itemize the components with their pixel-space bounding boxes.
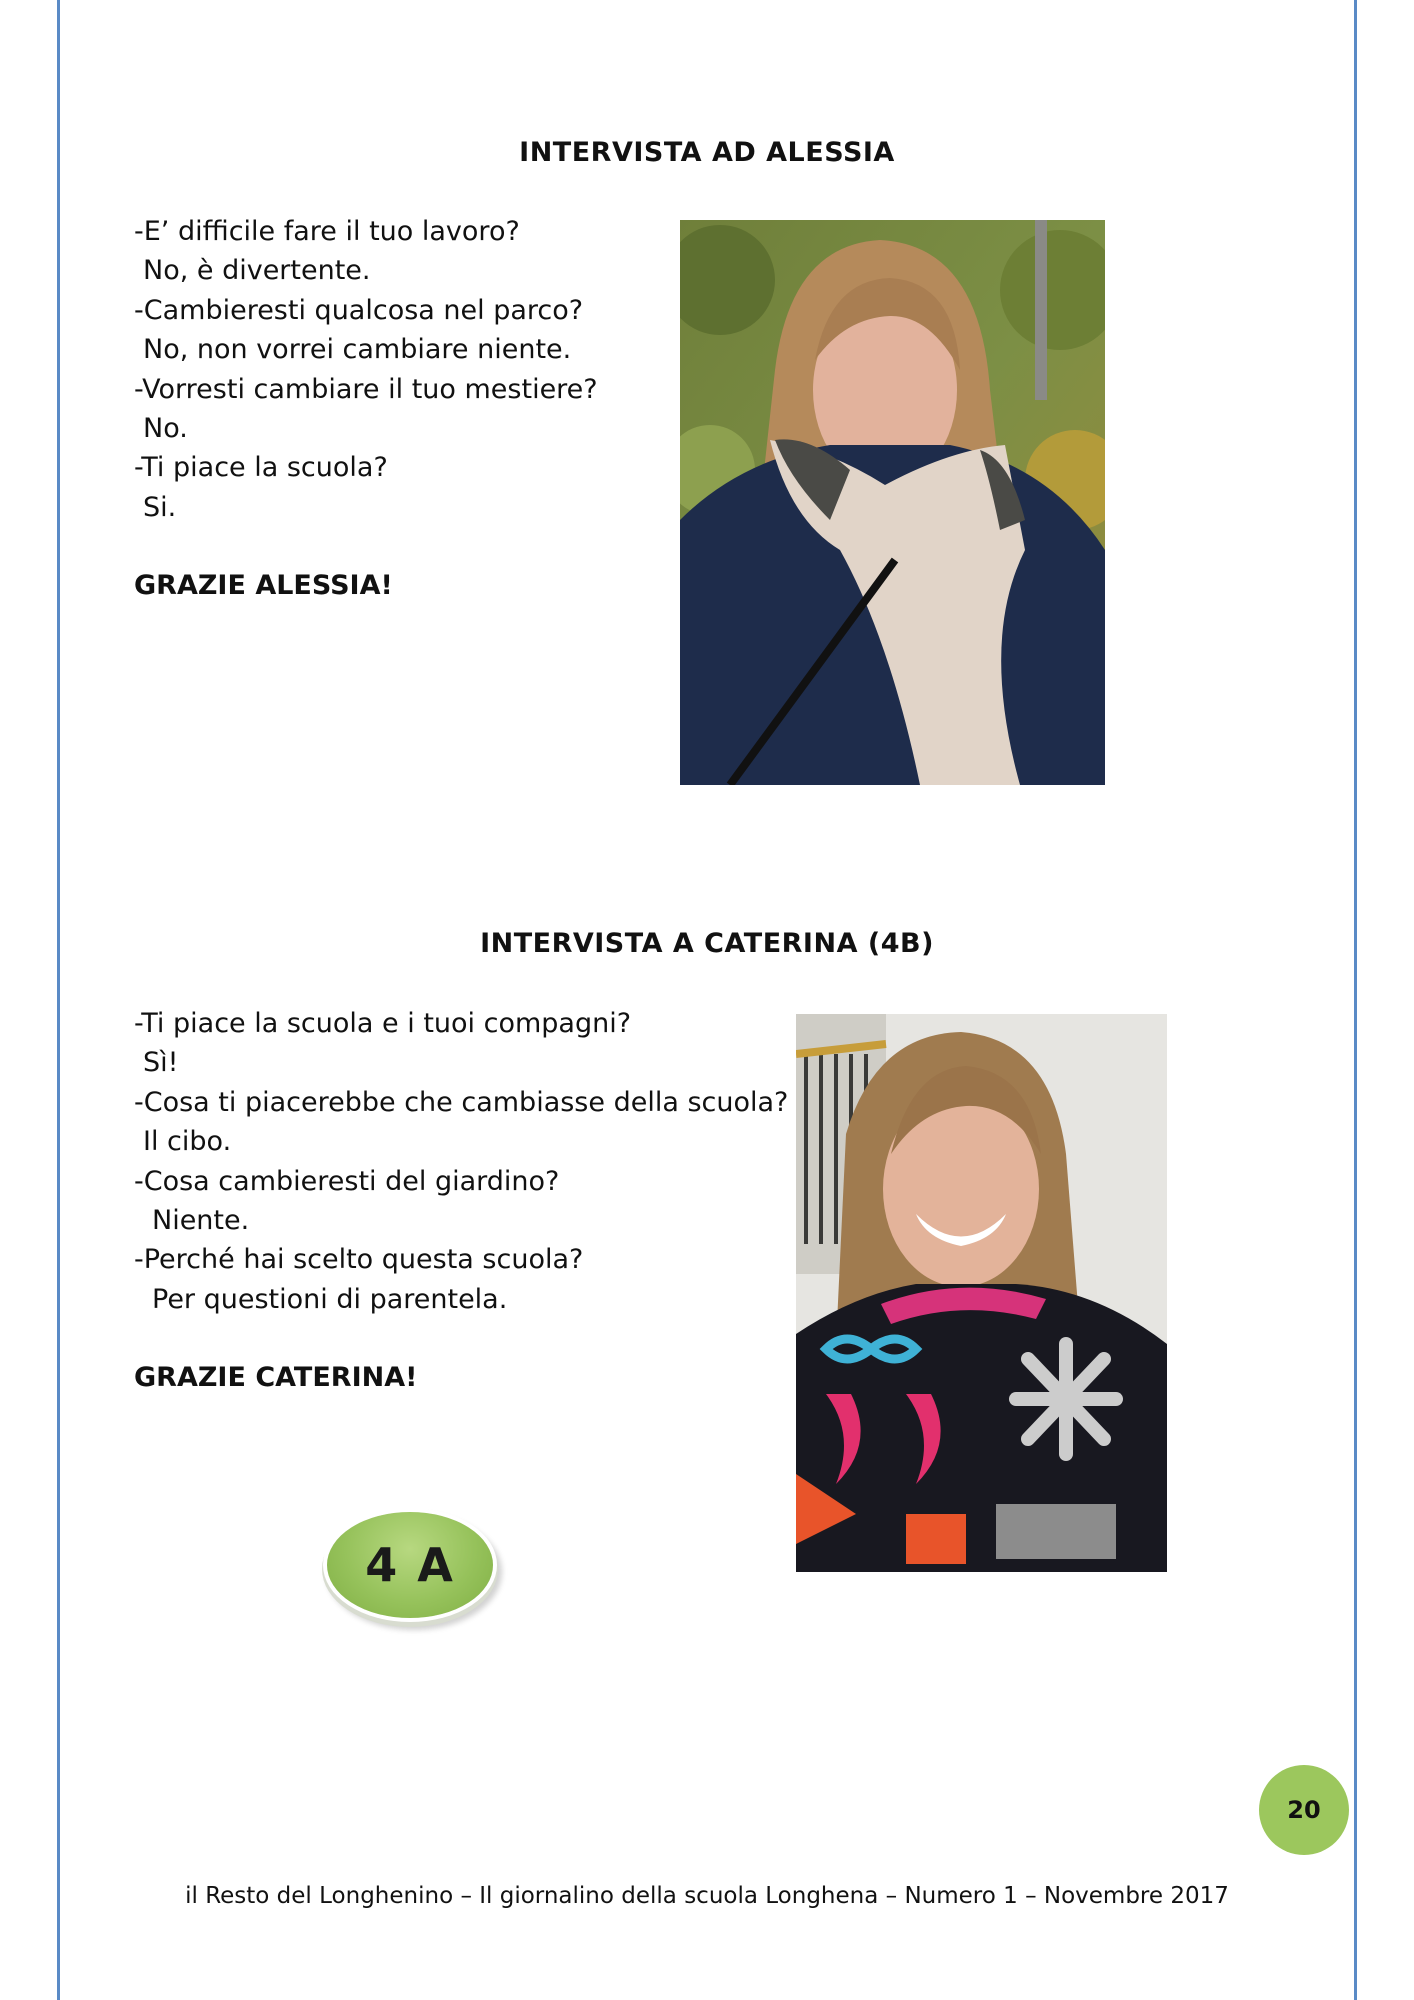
class-badge-label: 4 A: [365, 1538, 455, 1592]
caterina-photo: [796, 1014, 1167, 1572]
qa-line: -Ti piace la scuola?: [134, 452, 388, 484]
interview2-thanks: GRAZIE CATERINA!: [134, 1362, 418, 1394]
qa-line: -Cosa ti piacerebbe che cambiasse della scuola?: [134, 1086, 789, 1118]
interview2-title: INTERVISTA A CATERINA (4B): [480, 928, 934, 959]
page-number: 20: [1259, 1765, 1349, 1855]
qa-line: -Perché hai scelto questa scuola?: [134, 1244, 584, 1276]
interview1-title: INTERVISTA AD ALESSIA: [519, 137, 895, 168]
qa-line: No, non vorrei cambiare niente.: [143, 334, 572, 366]
interview1-qa: [134, 212, 598, 606]
qa-line: -Cambieresti qualcosa nel parco?: [134, 294, 584, 326]
qa-line: Si.: [143, 491, 177, 523]
qa-line: Sì!: [143, 1047, 179, 1079]
interview1-thanks: GRAZIE ALESSIA!: [134, 570, 393, 602]
qa-line: No, è divertente.: [143, 255, 371, 287]
qa-line: Niente.: [152, 1205, 250, 1237]
qa-line: -E’ difficile fare il tuo lavoro?: [134, 216, 520, 247]
qa-line: -Vorresti cambiare il tuo mestiere?: [134, 373, 598, 405]
left-border-rule: [57, 0, 60, 2000]
right-border-rule: [1354, 0, 1357, 2000]
qa-line: -Ti piace la scuola e i tuoi compagni?: [134, 1008, 632, 1039]
qa-line: No.: [143, 413, 188, 445]
class-badge: [327, 1512, 493, 1618]
footer: il Resto del Longhenino – Il giornalino della scuola Longhena – Numero 1 – Novembre 2017: [185, 1883, 1229, 1909]
qa-line: Il cibo.: [143, 1126, 232, 1158]
alessia-photo: [680, 220, 1105, 785]
qa-line: Per questioni di parentela.: [152, 1283, 508, 1315]
interview2-qa: [134, 1004, 788, 1398]
qa-line: -Cosa cambieresti del giardino?: [134, 1165, 560, 1197]
